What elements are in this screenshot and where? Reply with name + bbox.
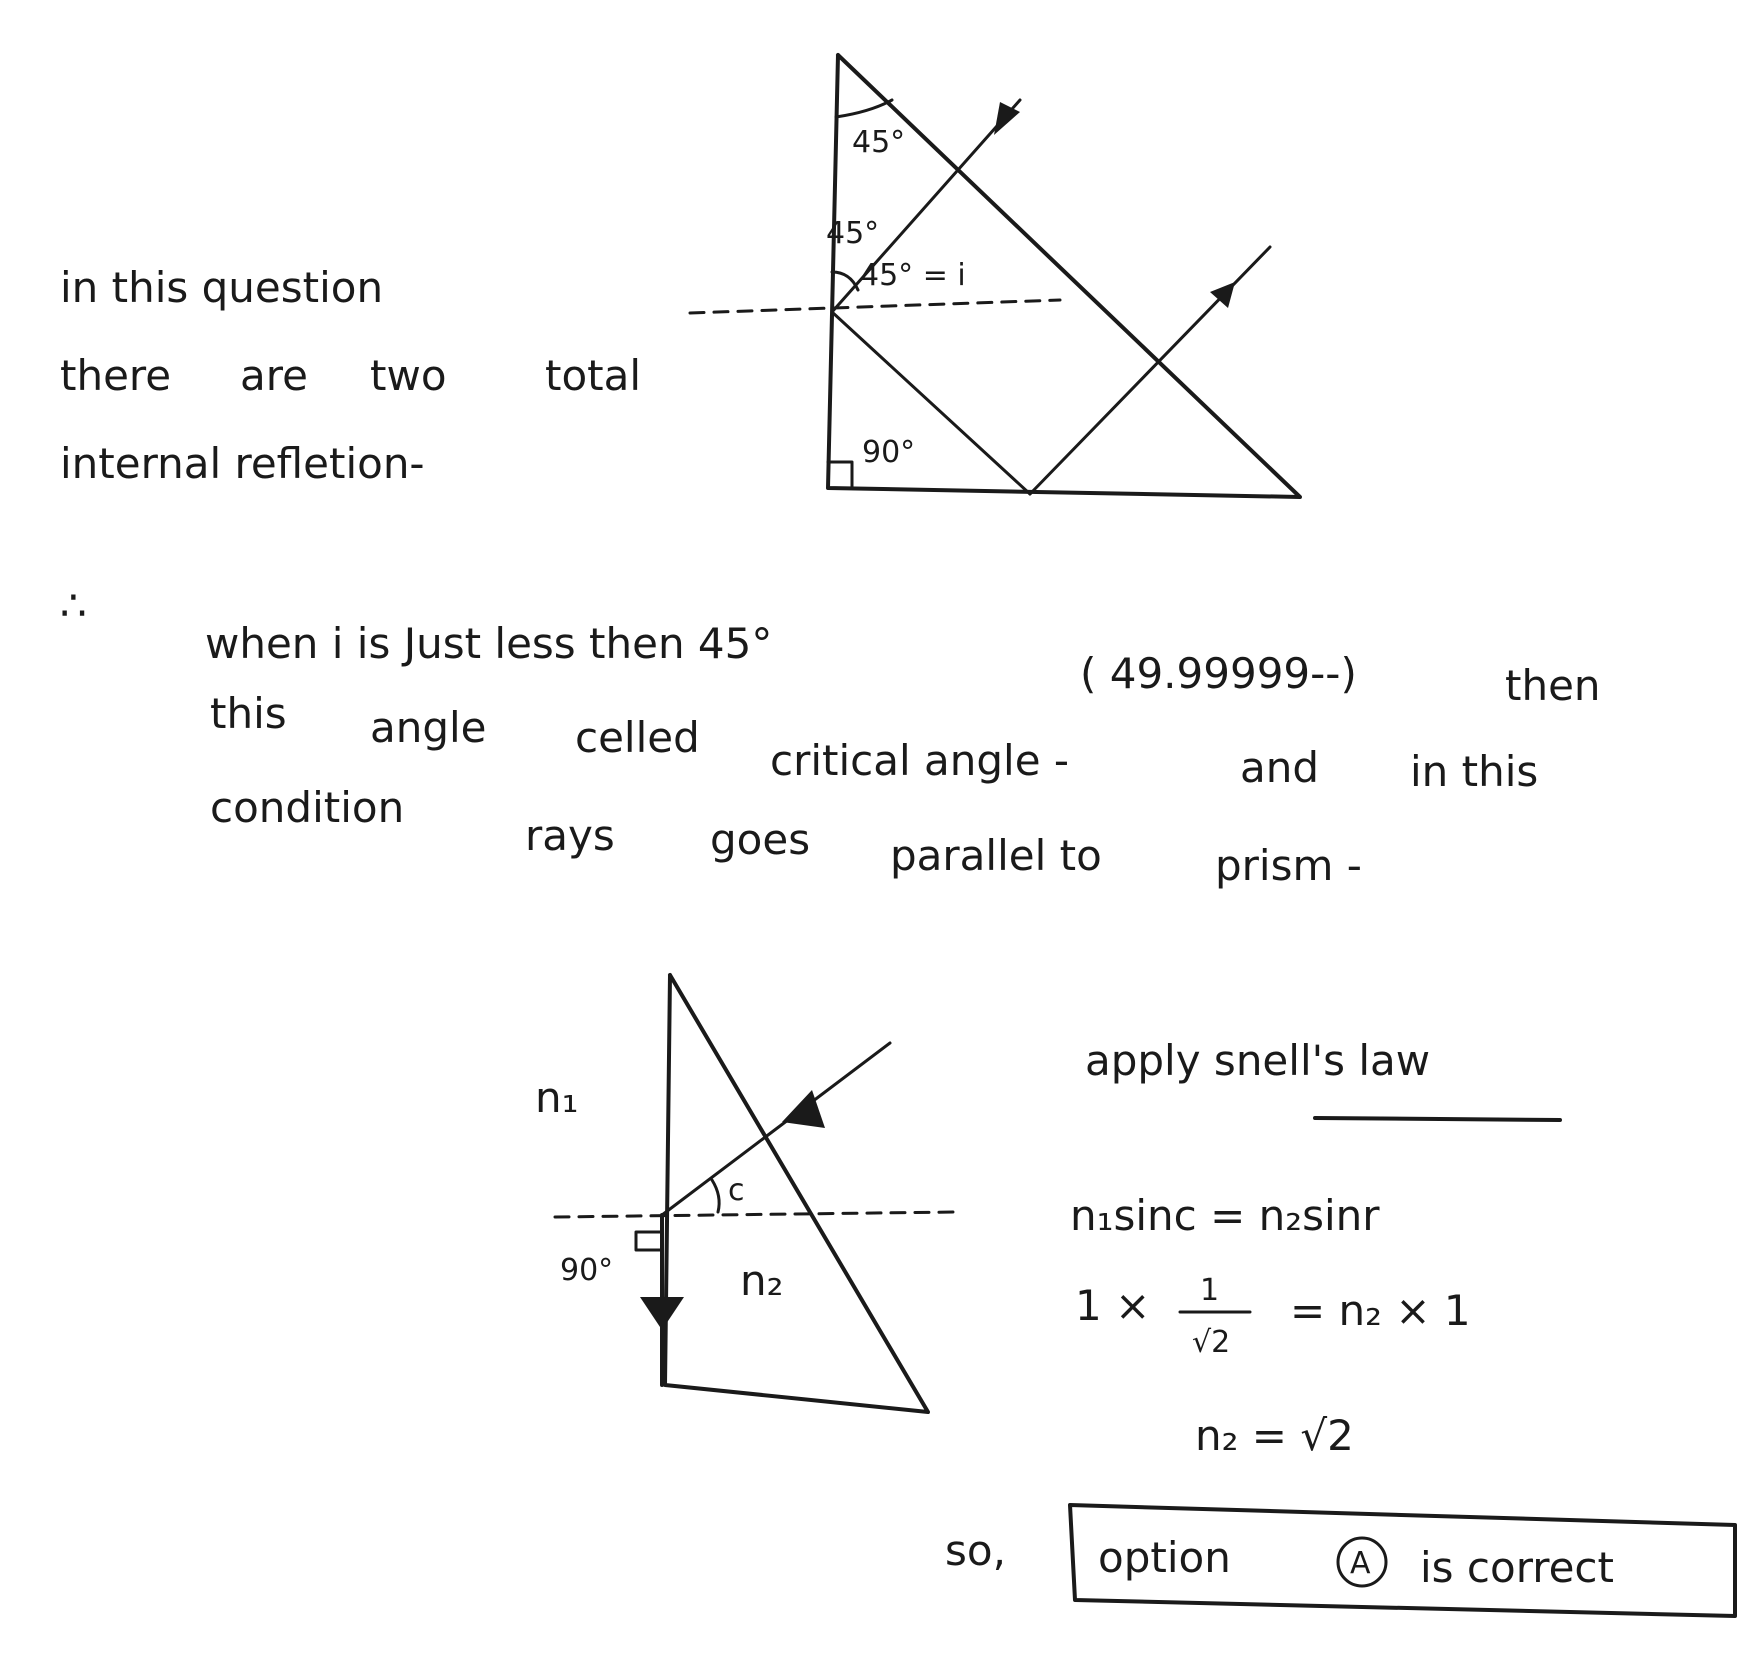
para-line-2-word-4: critical angle - bbox=[770, 736, 1070, 785]
prism-1-angle-incidence: 45° = i bbox=[860, 258, 966, 293]
para-line-2-word-3: celled bbox=[575, 713, 700, 762]
prism-2-right-angle-mark bbox=[636, 1232, 662, 1250]
answer-option-letter: A bbox=[1350, 1546, 1371, 1581]
intro-line-1: in this question bbox=[60, 263, 384, 312]
prism-1-top-angle-arc bbox=[836, 100, 892, 117]
prism-1-angle-right: 90° bbox=[862, 435, 916, 470]
prism-2-angle-c-arc bbox=[712, 1180, 719, 1212]
intro-line-2-word-1: there bbox=[60, 351, 172, 400]
prism-2-normal-line bbox=[555, 1212, 955, 1217]
prism-2-ray-in bbox=[662, 1043, 890, 1215]
para-line-3-word-1: condition bbox=[210, 783, 405, 832]
prism-diagram-1 bbox=[690, 55, 1300, 497]
equation-1: n₁sinc = n₂sinr bbox=[1070, 1191, 1380, 1240]
para-line-2-word-2: angle bbox=[370, 703, 487, 752]
snells-law-solution bbox=[945, 1036, 1735, 1616]
prism-2-ray-grazing-arrow bbox=[640, 1297, 684, 1330]
answer-rest: is correct bbox=[1420, 1543, 1614, 1592]
prism-diagram-2 bbox=[535, 975, 955, 1412]
explanation-paragraph bbox=[60, 581, 1601, 890]
prism-2-angle-c: c bbox=[728, 1173, 745, 1208]
solution-heading-underline bbox=[1315, 1118, 1560, 1120]
prism-1-angle-mid: 45° bbox=[826, 216, 880, 251]
prism-1-angle-top: 45° bbox=[852, 125, 906, 160]
para-line-2-word-6: in this bbox=[1410, 747, 1539, 796]
equation-2-left: 1 × bbox=[1075, 1281, 1151, 1330]
intro-line-3: internal refletion- bbox=[60, 439, 425, 488]
prism-1-right-angle-mark bbox=[828, 462, 852, 488]
para-line-3-word-2: rays bbox=[525, 811, 615, 860]
para-line-2-word-5: and bbox=[1240, 743, 1320, 792]
intro-line-2-word-2: are bbox=[240, 351, 308, 400]
prism-1-normal-line bbox=[690, 300, 1060, 313]
prism-2-outline bbox=[665, 975, 928, 1412]
para-line-3-word-4: parallel to bbox=[890, 831, 1102, 880]
para-line-1-part-3: then bbox=[1505, 661, 1601, 710]
therefore-symbol: ∴ bbox=[60, 581, 87, 630]
prism-1-ray-in-arrow bbox=[994, 102, 1020, 135]
prism-2-angle-right: 90° bbox=[560, 1253, 614, 1288]
equation-2-denominator: √2 bbox=[1192, 1325, 1231, 1360]
equation-2-right: = n₂ × 1 bbox=[1290, 1286, 1471, 1335]
intro-text bbox=[60, 263, 641, 488]
para-line-1-part-2: ( 49.99999--) bbox=[1080, 649, 1357, 698]
para-line-3-word-5: prism - bbox=[1215, 841, 1362, 890]
answer-word-option: option bbox=[1098, 1533, 1231, 1582]
para-line-1-part-1: when i is Just less then 45° bbox=[205, 619, 773, 668]
prism-2-medium-2: n₂ bbox=[740, 1256, 784, 1305]
equation-3: n₂ = √2 bbox=[1195, 1411, 1354, 1460]
para-line-3-word-3: goes bbox=[710, 815, 811, 864]
solution-heading: apply snell's law bbox=[1085, 1036, 1431, 1085]
prism-2-medium-1: n₁ bbox=[535, 1073, 579, 1122]
conclusion-prefix: so, bbox=[945, 1526, 1006, 1575]
equation-2-numerator: 1 bbox=[1200, 1273, 1220, 1308]
para-line-2-word-1: this bbox=[210, 689, 287, 738]
intro-line-2-word-4: total bbox=[545, 351, 642, 400]
intro-line-2-word-3: two bbox=[370, 351, 447, 400]
